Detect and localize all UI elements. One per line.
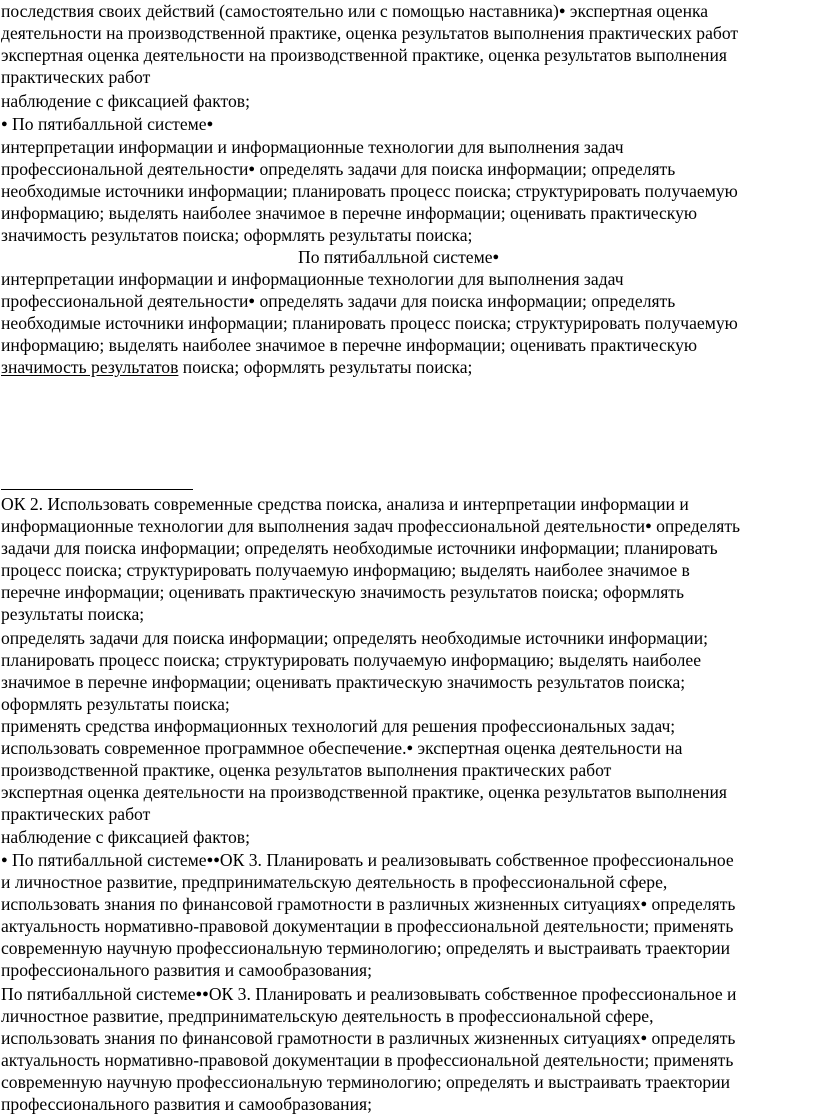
text-line: По пятибалльной системе● (298, 246, 499, 268)
text-line: использовать современное программное обеспечение.● экспертная оценка деятельности на (1, 737, 682, 759)
text-line: процесс поиска; структурировать получаемую информацию; выделять наиболее значимое в (1, 560, 690, 580)
text-line: По пятибалльной системе● ● ОК 3. Планировать и реализовывать собственное профессиональное и (1, 983, 736, 1005)
text-line: необходимые источники информации; планировать процесс поиска; структурировать получаемую (1, 313, 738, 333)
text-line: информацию; выделять наиболее значимое в перечне информации; оценивать практическую (1, 203, 698, 223)
bullet-icon (645, 516, 652, 536)
text-line: значимое в перечне информации; оценивать практическую значимость результатов поиска; (1, 672, 686, 692)
text-line: задачи для поиска информации; определять необходимые источники информации; планировать (1, 538, 718, 558)
text-line: результаты поиска; (1, 604, 145, 624)
bullet-icon (559, 1, 566, 21)
text-line: профессиональной деятельности● определять задачи для поиска информации; определять (1, 290, 675, 312)
text-line: экспертная оценка деятельности на производственной практике, оценка результатов выполнения (1, 45, 727, 65)
text-line: интерпретации информации и информационные технологии для выполнения задач (1, 137, 624, 157)
text-line: необходимые источники информации; планировать процесс поиска; структурировать получаемую (1, 181, 738, 201)
text-line: актуальность нормативно-правовой документации в профессиональной деятельности; применять (1, 1050, 734, 1070)
text-line: деятельности на производственной практике, оценка результатов выполнения практических работ (1, 23, 739, 43)
text-line: профессиональной деятельности● определять задачи для поиска информации; определять (1, 158, 675, 180)
text-line: практических работ (1, 804, 151, 824)
text-line: использовать знания по финансовой грамотности в различных жизненных ситуациях● определять (1, 893, 735, 915)
footnote-divider (1, 489, 193, 490)
text-line: применять средства информационных технологий для решения профессиональных задач; (1, 716, 676, 736)
text-line: современную научную профессиональную терминологию; определять и выстраивать траектории (1, 1072, 731, 1092)
text-line: значимость результатов поиска; оформлять результаты поиска; (1, 357, 473, 377)
text-line: оформлять результаты поиска; (1, 694, 230, 714)
text-line: ● По пятибалльной системе● (1, 113, 213, 135)
text-line: экспертная оценка деятельности на производственной практике, оценка результатов выполнения (1, 782, 727, 802)
text-line: и личностное развитие, предпринимательскую деятельность в профессиональной сфере, (1, 872, 668, 892)
text-line: личностное развитие, предпринимательскую деятельность в профессиональной сфере, (1, 1006, 654, 1026)
bullet-icon (1, 850, 8, 870)
text-line: значимость результатов поиска; оформлять результаты поиска; (1, 225, 473, 245)
text-line: ОК 2. Использовать современные средства поиска, анализа и интерпретации информации и (1, 494, 689, 514)
text-line: определять задачи для поиска информации; определять необходимые источники информации; (1, 628, 709, 648)
text-line: последствия своих действий (самостоятельно или с помощью наставника)● экспертная оценка (1, 0, 708, 22)
text-line: практических работ (1, 67, 151, 87)
bullet-icon (207, 114, 214, 134)
bullet-icon (493, 247, 500, 267)
text-line: производственной практике, оценка результатов выполнения практических работ (1, 760, 612, 780)
text-line: интерпретации информации и информационные технологии для выполнения задач (1, 269, 624, 289)
text-line: наблюдение с фиксацией фактов; (1, 91, 250, 111)
text-line: профессионального развития и самообразования; (1, 960, 372, 980)
bullet-icon (202, 984, 209, 1004)
bullet-icon (213, 850, 220, 870)
text-line: ● По пятибалльной системе● ● ОК 3. Планировать и реализовывать собственное профессиональное (1, 849, 734, 871)
text-line: современную научную профессиональную терминологию; определять и выстраивать траектории (1, 938, 731, 958)
text-line: информацию; выделять наиболее значимое в перечне информации; оценивать практическую (1, 335, 698, 355)
text-line: планировать процесс поиска; структурировать получаемую информацию; выделять наиболее (1, 650, 702, 670)
text-line: информационные технологии для выполнения задач профессиональной деятельности● определять (1, 515, 740, 537)
text-line: использовать знания по финансовой грамотности в различных жизненных ситуациях● определять (1, 1027, 735, 1049)
text-line: актуальность нормативно-правовой документации в профессиональной деятельности; применять (1, 916, 734, 936)
text-line: перечне информации; оценивать практическую значимость результатов поиска; оформлять (1, 582, 685, 602)
bullet-icon (1, 114, 8, 134)
text-line: наблюдение с фиксацией фактов; (1, 827, 250, 847)
text-line: профессионального развития и самообразования; (1, 1094, 372, 1114)
